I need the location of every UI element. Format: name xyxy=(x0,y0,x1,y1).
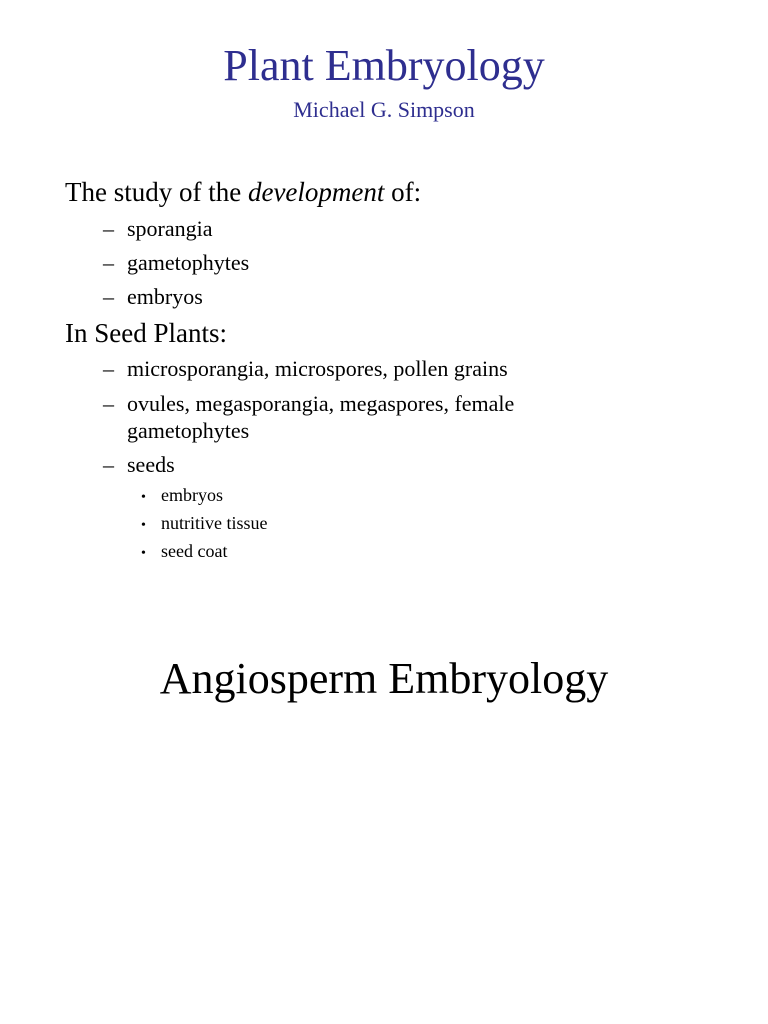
seed-part-text: embryos xyxy=(161,485,223,505)
list-item-text: seeds xyxy=(127,452,175,477)
slide-2-title: Angiosperm Embryology xyxy=(159,654,609,703)
seed-part-text: seed coat xyxy=(161,541,228,561)
dash-marker: – xyxy=(103,391,114,416)
seed-part-text: nutritive tissue xyxy=(161,513,268,533)
list-item xyxy=(103,390,514,444)
dash-marker: – xyxy=(103,216,114,241)
dash-marker: – xyxy=(103,452,114,477)
study-heading-emphasis: development xyxy=(247,177,385,207)
bullet-marker: • xyxy=(141,546,146,561)
seed-part-item xyxy=(141,540,227,565)
list-item-text: ovules, megasporangia, megaspores, female xyxy=(127,391,515,416)
list-item-text-continued: gametophytes xyxy=(127,418,250,443)
author-name: Michael G. Simpson xyxy=(293,97,475,122)
bullet-marker: • xyxy=(141,518,146,533)
seed-part-item xyxy=(141,512,268,537)
slide-title: Plant Embryology xyxy=(223,41,545,90)
seed-part-item xyxy=(141,484,223,509)
list-item-text: microsporangia, microspores, pollen grains xyxy=(127,356,508,381)
list-item-text: gametophytes xyxy=(127,250,250,275)
dash-marker: – xyxy=(103,250,114,275)
bullet-marker: • xyxy=(141,490,146,505)
seed-plants-heading: In Seed Plants: xyxy=(65,318,227,348)
study-heading xyxy=(65,176,421,208)
list-item xyxy=(103,451,175,478)
list-item-text: sporangia xyxy=(127,216,213,241)
dash-marker: – xyxy=(103,356,114,381)
study-heading-prefix: The study of the xyxy=(65,177,248,207)
study-heading-suffix: of: xyxy=(384,177,422,207)
list-item xyxy=(103,355,508,382)
list-item xyxy=(103,215,213,242)
list-item xyxy=(103,249,249,276)
dash-marker: – xyxy=(103,284,114,309)
list-item xyxy=(103,283,203,310)
list-item-text: embryos xyxy=(127,284,203,309)
